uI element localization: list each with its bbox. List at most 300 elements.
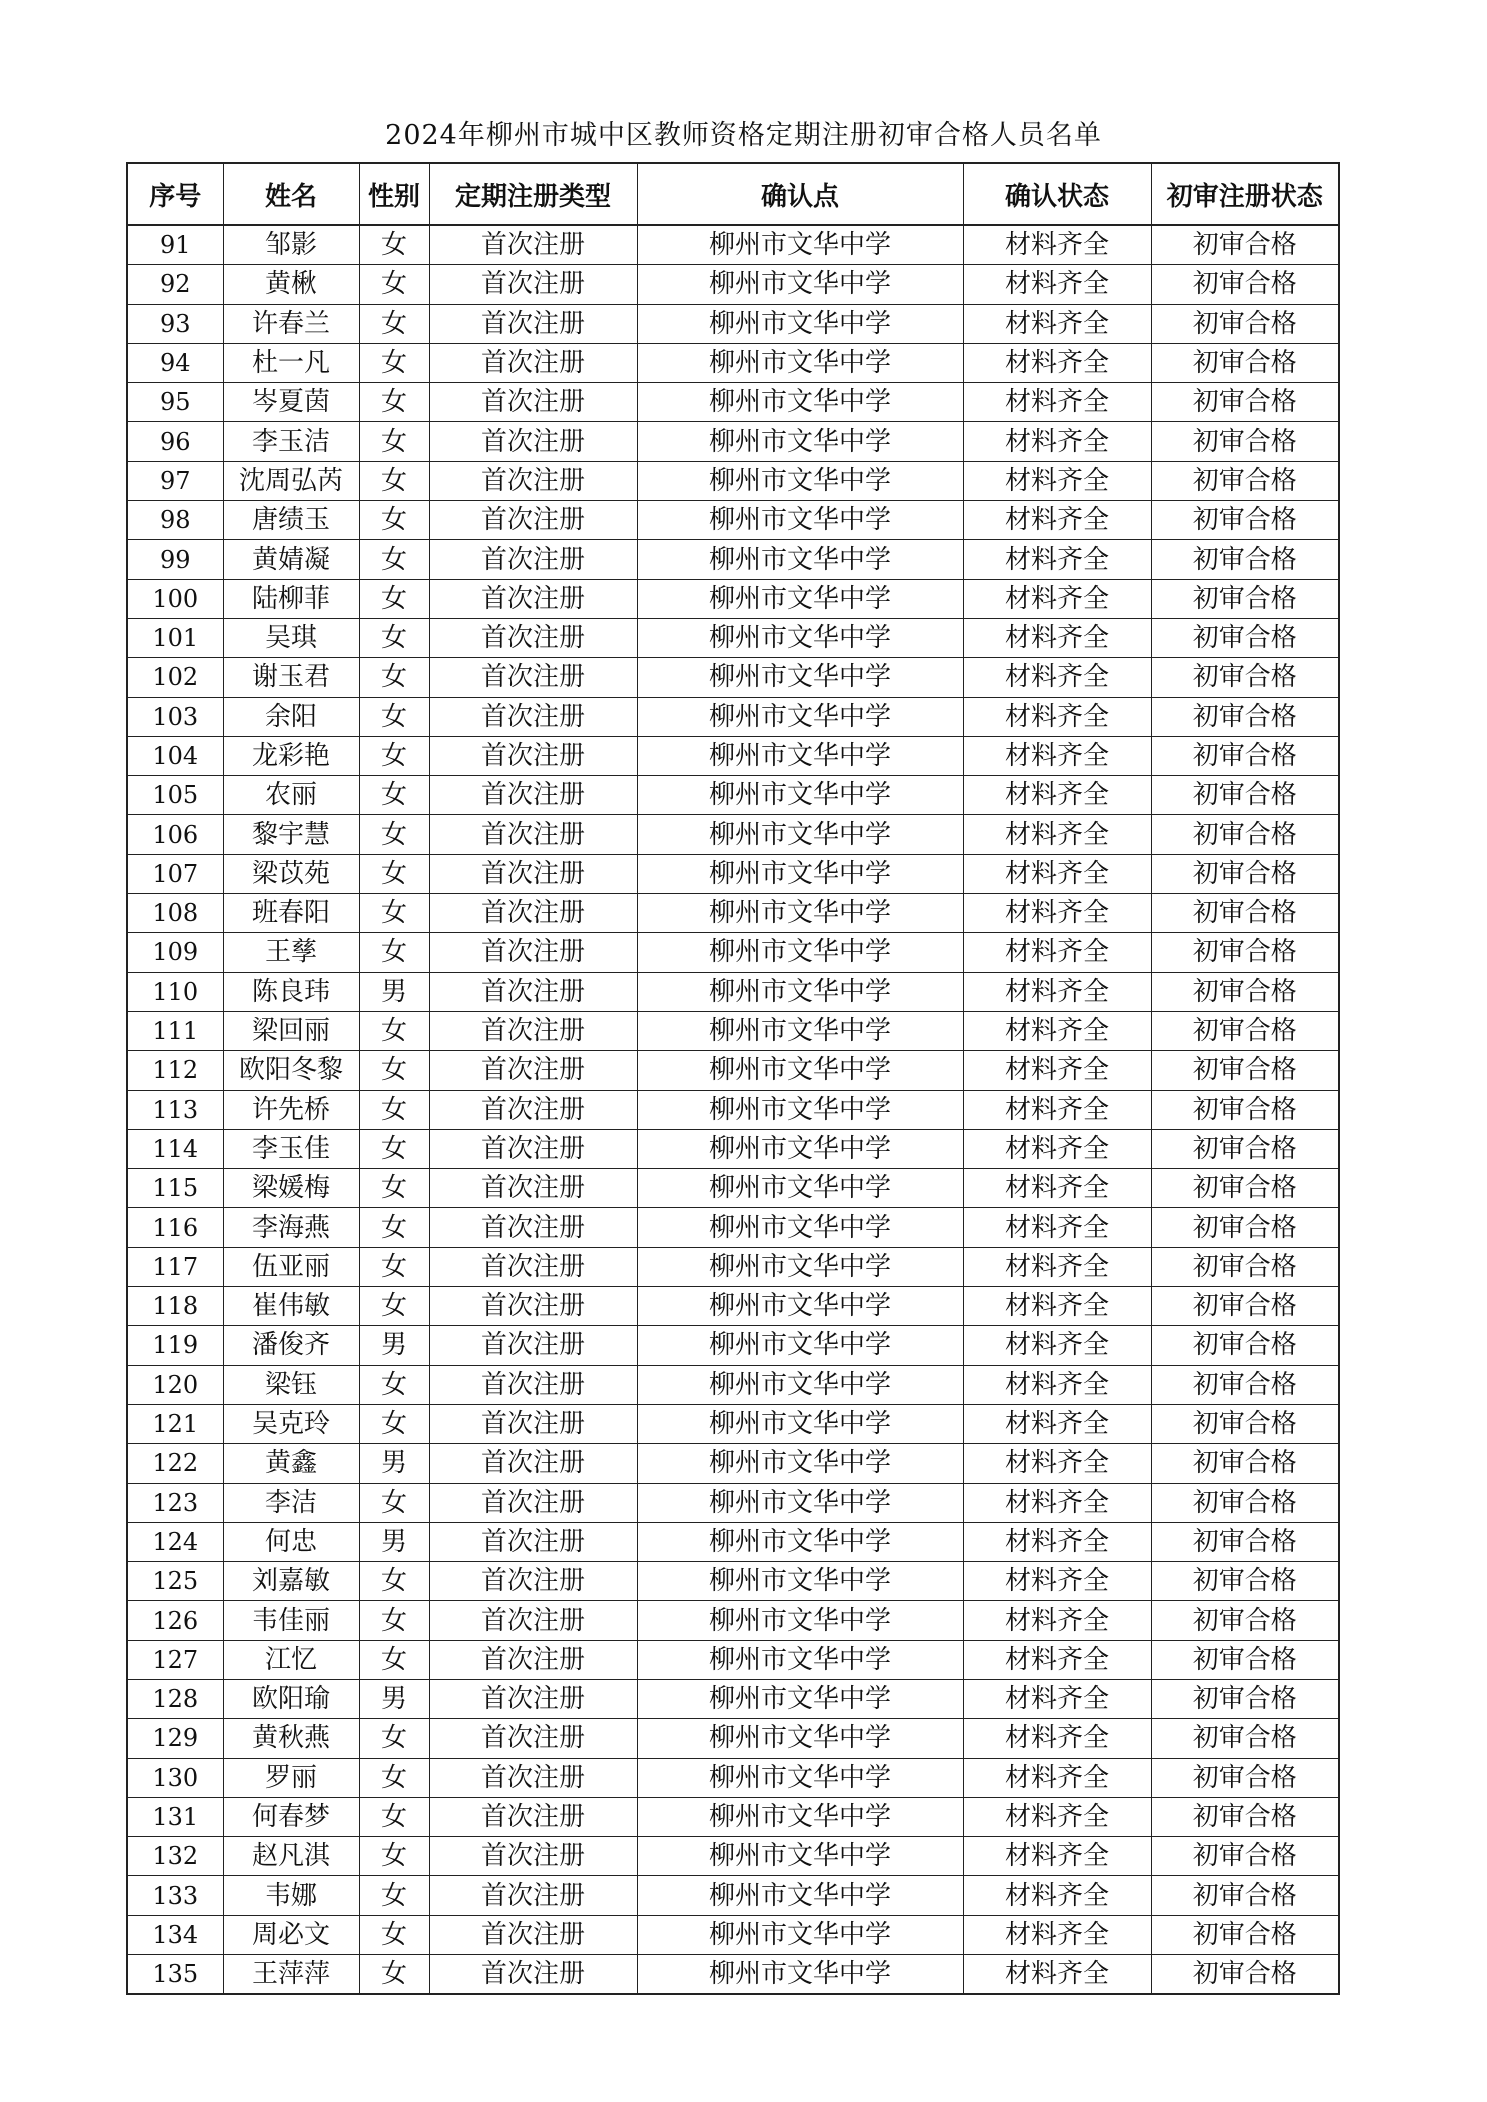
table-row: [127, 1169, 1339, 1208]
cell-index: 110: [127, 972, 223, 1011]
cell-index: 114: [127, 1129, 223, 1168]
cell-review-status: 初审合格: [1151, 854, 1339, 893]
cell-registration-type: 首次注册: [429, 1797, 637, 1836]
header-name: 姓名: [223, 163, 359, 225]
cell-registration-type: 首次注册: [429, 1090, 637, 1129]
cell-confirmation-status: 材料齐全: [963, 1287, 1151, 1326]
cell-index: 102: [127, 658, 223, 697]
cell-registration-type: 首次注册: [429, 265, 637, 304]
table-row: [127, 1011, 1339, 1050]
table-row: [127, 854, 1339, 893]
cell-confirmation-status: 材料齐全: [963, 1011, 1151, 1050]
cell-confirmation-status: 材料齐全: [963, 1758, 1151, 1797]
cell-confirmation-status: 材料齐全: [963, 1915, 1151, 1954]
table-row: [127, 1679, 1339, 1718]
table-row: [127, 1522, 1339, 1561]
registration-table: [126, 162, 1340, 1995]
cell-gender: 女: [359, 265, 429, 304]
cell-confirmation-site: 柳州市文华中学: [637, 225, 963, 265]
cell-name: 王孳: [223, 933, 359, 972]
cell-gender: 女: [359, 1915, 429, 1954]
cell-index: 124: [127, 1522, 223, 1561]
cell-gender: 女: [359, 776, 429, 815]
cell-gender: 女: [359, 422, 429, 461]
cell-registration-type: 首次注册: [429, 1404, 637, 1443]
cell-name: 韦娜: [223, 1876, 359, 1915]
table-row: [127, 343, 1339, 382]
cell-registration-type: 首次注册: [429, 776, 637, 815]
cell-registration-type: 首次注册: [429, 618, 637, 657]
cell-index: 115: [127, 1169, 223, 1208]
cell-confirmation-site: 柳州市文华中学: [637, 972, 963, 1011]
header-confirmation-status: 确认状态: [963, 163, 1151, 225]
cell-registration-type: 首次注册: [429, 422, 637, 461]
cell-name: 陈良玮: [223, 972, 359, 1011]
table-row: [127, 383, 1339, 422]
cell-index: 106: [127, 815, 223, 854]
cell-confirmation-site: 柳州市文华中学: [637, 1719, 963, 1758]
cell-confirmation-site: 柳州市文华中学: [637, 1915, 963, 1954]
cell-review-status: 初审合格: [1151, 1051, 1339, 1090]
cell-name: 岑夏茵: [223, 383, 359, 422]
cell-registration-type: 首次注册: [429, 1326, 637, 1365]
cell-confirmation-site: 柳州市文华中学: [637, 1640, 963, 1679]
cell-confirmation-site: 柳州市文华中学: [637, 894, 963, 933]
cell-registration-type: 首次注册: [429, 933, 637, 972]
cell-confirmation-status: 材料齐全: [963, 501, 1151, 540]
cell-registration-type: 首次注册: [429, 1876, 637, 1915]
cell-review-status: 初审合格: [1151, 1522, 1339, 1561]
header-registration-type: 定期注册类型: [429, 163, 637, 225]
cell-index: 120: [127, 1365, 223, 1404]
cell-index: 131: [127, 1797, 223, 1836]
cell-review-status: 初审合格: [1151, 736, 1339, 775]
cell-confirmation-status: 材料齐全: [963, 1404, 1151, 1443]
cell-confirmation-status: 材料齐全: [963, 1640, 1151, 1679]
cell-registration-type: 首次注册: [429, 854, 637, 893]
cell-index: 105: [127, 776, 223, 815]
table-row: [127, 1837, 1339, 1876]
cell-confirmation-site: 柳州市文华中学: [637, 1758, 963, 1797]
cell-registration-type: 首次注册: [429, 1522, 637, 1561]
cell-gender: 女: [359, 1090, 429, 1129]
cell-confirmation-status: 材料齐全: [963, 1562, 1151, 1601]
cell-confirmation-status: 材料齐全: [963, 1090, 1151, 1129]
cell-gender: 女: [359, 1404, 429, 1443]
cell-index: 125: [127, 1562, 223, 1601]
cell-registration-type: 首次注册: [429, 815, 637, 854]
cell-review-status: 初审合格: [1151, 343, 1339, 382]
cell-gender: 女: [359, 618, 429, 657]
cell-gender: 男: [359, 1326, 429, 1365]
table-row: [127, 972, 1339, 1011]
cell-registration-type: 首次注册: [429, 1365, 637, 1404]
cell-gender: 男: [359, 1679, 429, 1718]
cell-registration-type: 首次注册: [429, 1287, 637, 1326]
table-row: [127, 579, 1339, 618]
cell-review-status: 初审合格: [1151, 1169, 1339, 1208]
cell-gender: 女: [359, 1876, 429, 1915]
cell-name: 邹影: [223, 225, 359, 265]
cell-index: 129: [127, 1719, 223, 1758]
cell-review-status: 初审合格: [1151, 1090, 1339, 1129]
cell-registration-type: 首次注册: [429, 1562, 637, 1601]
cell-confirmation-site: 柳州市文华中学: [637, 1483, 963, 1522]
cell-index: 121: [127, 1404, 223, 1443]
header-gender: 性别: [359, 163, 429, 225]
table-row: [127, 225, 1339, 265]
cell-confirmation-status: 材料齐全: [963, 1955, 1151, 1995]
cell-name: 杜一凡: [223, 343, 359, 382]
cell-index: 122: [127, 1444, 223, 1483]
cell-index: 133: [127, 1876, 223, 1915]
cell-gender: 女: [359, 658, 429, 697]
cell-confirmation-site: 柳州市文华中学: [637, 422, 963, 461]
table-row: [127, 1955, 1339, 1995]
cell-registration-type: 首次注册: [429, 972, 637, 1011]
cell-review-status: 初审合格: [1151, 422, 1339, 461]
cell-registration-type: 首次注册: [429, 658, 637, 697]
cell-review-status: 初审合格: [1151, 1876, 1339, 1915]
cell-index: 123: [127, 1483, 223, 1522]
cell-name: 潘俊齐: [223, 1326, 359, 1365]
cell-confirmation-status: 材料齐全: [963, 461, 1151, 500]
cell-review-status: 初审合格: [1151, 1247, 1339, 1286]
table-row: [127, 736, 1339, 775]
cell-name: 赵凡淇: [223, 1837, 359, 1876]
cell-index: 116: [127, 1208, 223, 1247]
cell-gender: 男: [359, 1522, 429, 1561]
cell-confirmation-status: 材料齐全: [963, 1601, 1151, 1640]
cell-name: 崔伟敏: [223, 1287, 359, 1326]
cell-index: 97: [127, 461, 223, 500]
cell-gender: 女: [359, 854, 429, 893]
cell-confirmation-status: 材料齐全: [963, 1483, 1151, 1522]
cell-name: 农丽: [223, 776, 359, 815]
cell-gender: 女: [359, 579, 429, 618]
cell-name: 罗丽: [223, 1758, 359, 1797]
table-row: [127, 1129, 1339, 1168]
table-row: [127, 894, 1339, 933]
cell-confirmation-site: 柳州市文华中学: [637, 1444, 963, 1483]
cell-name: 谢玉君: [223, 658, 359, 697]
cell-index: 111: [127, 1011, 223, 1050]
cell-name: 梁钰: [223, 1365, 359, 1404]
table-row: [127, 265, 1339, 304]
table-row: [127, 1404, 1339, 1443]
cell-confirmation-site: 柳州市文华中学: [637, 1404, 963, 1443]
cell-confirmation-site: 柳州市文华中学: [637, 1169, 963, 1208]
table-row: [127, 1719, 1339, 1758]
cell-review-status: 初审合格: [1151, 1955, 1339, 1995]
table-row: [127, 658, 1339, 697]
cell-confirmation-site: 柳州市文华中学: [637, 1601, 963, 1640]
cell-review-status: 初审合格: [1151, 1562, 1339, 1601]
cell-review-status: 初审合格: [1151, 618, 1339, 657]
cell-index: 95: [127, 383, 223, 422]
cell-confirmation-site: 柳州市文华中学: [637, 501, 963, 540]
cell-confirmation-status: 材料齐全: [963, 618, 1151, 657]
cell-registration-type: 首次注册: [429, 501, 637, 540]
cell-confirmation-status: 材料齐全: [963, 815, 1151, 854]
cell-review-status: 初审合格: [1151, 1797, 1339, 1836]
cell-confirmation-site: 柳州市文华中学: [637, 1011, 963, 1050]
cell-name: 沈周弘芮: [223, 461, 359, 500]
cell-confirmation-status: 材料齐全: [963, 972, 1151, 1011]
cell-name: 周必文: [223, 1915, 359, 1954]
cell-review-status: 初审合格: [1151, 1129, 1339, 1168]
cell-registration-type: 首次注册: [429, 343, 637, 382]
cell-index: 112: [127, 1051, 223, 1090]
cell-confirmation-status: 材料齐全: [963, 1169, 1151, 1208]
cell-name: 陆柳菲: [223, 579, 359, 618]
cell-confirmation-site: 柳州市文华中学: [637, 776, 963, 815]
cell-gender: 女: [359, 1601, 429, 1640]
cell-confirmation-status: 材料齐全: [963, 1208, 1151, 1247]
cell-confirmation-site: 柳州市文华中学: [637, 1365, 963, 1404]
cell-review-status: 初审合格: [1151, 1837, 1339, 1876]
cell-index: 104: [127, 736, 223, 775]
cell-review-status: 初审合格: [1151, 1444, 1339, 1483]
cell-gender: 女: [359, 697, 429, 736]
cell-name: 李玉佳: [223, 1129, 359, 1168]
cell-name: 吴克玲: [223, 1404, 359, 1443]
cell-index: 107: [127, 854, 223, 893]
cell-gender: 女: [359, 343, 429, 382]
cell-index: 134: [127, 1915, 223, 1954]
cell-confirmation-status: 材料齐全: [963, 383, 1151, 422]
cell-index: 130: [127, 1758, 223, 1797]
cell-review-status: 初审合格: [1151, 894, 1339, 933]
cell-gender: 女: [359, 1562, 429, 1601]
table-row: [127, 1365, 1339, 1404]
table-row: [127, 1051, 1339, 1090]
cell-index: 113: [127, 1090, 223, 1129]
cell-review-status: 初审合格: [1151, 461, 1339, 500]
cell-review-status: 初审合格: [1151, 1483, 1339, 1522]
cell-name: 黄楸: [223, 265, 359, 304]
cell-registration-type: 首次注册: [429, 1679, 637, 1718]
cell-confirmation-site: 柳州市文华中学: [637, 1679, 963, 1718]
cell-confirmation-site: 柳州市文华中学: [637, 1837, 963, 1876]
cell-confirmation-status: 材料齐全: [963, 422, 1151, 461]
cell-confirmation-status: 材料齐全: [963, 265, 1151, 304]
table-row: [127, 1758, 1339, 1797]
cell-name: 吴琪: [223, 618, 359, 657]
cell-review-status: 初审合格: [1151, 658, 1339, 697]
cell-confirmation-site: 柳州市文华中学: [637, 697, 963, 736]
cell-gender: 女: [359, 1797, 429, 1836]
cell-name: 梁媛梅: [223, 1169, 359, 1208]
cell-gender: 女: [359, 1640, 429, 1679]
cell-name: 欧阳冬黎: [223, 1051, 359, 1090]
cell-confirmation-site: 柳州市文华中学: [637, 343, 963, 382]
cell-registration-type: 首次注册: [429, 1444, 637, 1483]
header-confirmation-site: 确认点: [637, 163, 963, 225]
cell-gender: 女: [359, 383, 429, 422]
cell-confirmation-status: 材料齐全: [963, 579, 1151, 618]
table-row: [127, 933, 1339, 972]
table-row: [127, 1640, 1339, 1679]
cell-confirmation-site: 柳州市文华中学: [637, 815, 963, 854]
cell-registration-type: 首次注册: [429, 1955, 637, 1995]
table-row: [127, 776, 1339, 815]
cell-confirmation-status: 材料齐全: [963, 1837, 1151, 1876]
cell-name: 龙彩艳: [223, 736, 359, 775]
cell-name: 王萍萍: [223, 1955, 359, 1995]
header-index: 序号: [127, 163, 223, 225]
cell-gender: 女: [359, 461, 429, 500]
cell-gender: 女: [359, 1837, 429, 1876]
cell-confirmation-status: 材料齐全: [963, 736, 1151, 775]
cell-gender: 女: [359, 1169, 429, 1208]
cell-review-status: 初审合格: [1151, 1640, 1339, 1679]
table-row: [127, 618, 1339, 657]
cell-gender: 女: [359, 1758, 429, 1797]
cell-index: 92: [127, 265, 223, 304]
table-row: [127, 1601, 1339, 1640]
cell-name: 李洁: [223, 1483, 359, 1522]
table-body: [127, 225, 1339, 1994]
cell-name: 梁回丽: [223, 1011, 359, 1050]
cell-confirmation-status: 材料齐全: [963, 1129, 1151, 1168]
cell-confirmation-status: 材料齐全: [963, 1679, 1151, 1718]
cell-confirmation-status: 材料齐全: [963, 776, 1151, 815]
cell-name: 韦佳丽: [223, 1601, 359, 1640]
cell-name: 余阳: [223, 697, 359, 736]
cell-review-status: 初审合格: [1151, 265, 1339, 304]
cell-index: 99: [127, 540, 223, 579]
cell-index: 135: [127, 1955, 223, 1995]
cell-gender: 男: [359, 972, 429, 1011]
table-row: [127, 501, 1339, 540]
table-row: [127, 540, 1339, 579]
cell-index: 108: [127, 894, 223, 933]
cell-review-status: 初审合格: [1151, 933, 1339, 972]
cell-confirmation-site: 柳州市文华中学: [637, 1797, 963, 1836]
cell-registration-type: 首次注册: [429, 1601, 637, 1640]
cell-review-status: 初审合格: [1151, 1601, 1339, 1640]
cell-confirmation-site: 柳州市文华中学: [637, 1129, 963, 1168]
cell-registration-type: 首次注册: [429, 894, 637, 933]
cell-registration-type: 首次注册: [429, 1051, 637, 1090]
cell-registration-type: 首次注册: [429, 1129, 637, 1168]
cell-gender: 女: [359, 1051, 429, 1090]
cell-registration-type: 首次注册: [429, 1247, 637, 1286]
cell-confirmation-site: 柳州市文华中学: [637, 461, 963, 500]
cell-index: 119: [127, 1326, 223, 1365]
cell-name: 李玉洁: [223, 422, 359, 461]
cell-gender: 女: [359, 1287, 429, 1326]
table-row: [127, 1247, 1339, 1286]
cell-name: 何春梦: [223, 1797, 359, 1836]
table-row: [127, 1090, 1339, 1129]
cell-confirmation-site: 柳州市文华中学: [637, 1876, 963, 1915]
cell-name: 黄鑫: [223, 1444, 359, 1483]
cell-index: 118: [127, 1287, 223, 1326]
cell-confirmation-site: 柳州市文华中学: [637, 1247, 963, 1286]
cell-confirmation-status: 材料齐全: [963, 697, 1151, 736]
cell-index: 94: [127, 343, 223, 382]
cell-name: 黄秋燕: [223, 1719, 359, 1758]
cell-registration-type: 首次注册: [429, 1837, 637, 1876]
cell-review-status: 初审合格: [1151, 1915, 1339, 1954]
cell-confirmation-status: 材料齐全: [963, 343, 1151, 382]
cell-gender: 女: [359, 894, 429, 933]
cell-name: 江忆: [223, 1640, 359, 1679]
table-row: [127, 1797, 1339, 1836]
cell-confirmation-site: 柳州市文华中学: [637, 1287, 963, 1326]
cell-name: 黄婧凝: [223, 540, 359, 579]
cell-gender: 女: [359, 1719, 429, 1758]
cell-confirmation-site: 柳州市文华中学: [637, 658, 963, 697]
cell-gender: 女: [359, 304, 429, 343]
document-title: 2024年柳州市城中区教师资格定期注册初审合格人员名单: [385, 120, 1102, 151]
cell-registration-type: 首次注册: [429, 304, 637, 343]
cell-gender: 女: [359, 1365, 429, 1404]
cell-registration-type: 首次注册: [429, 383, 637, 422]
cell-confirmation-status: 材料齐全: [963, 1876, 1151, 1915]
cell-registration-type: 首次注册: [429, 1011, 637, 1050]
cell-confirmation-site: 柳州市文华中学: [637, 854, 963, 893]
cell-registration-type: 首次注册: [429, 579, 637, 618]
header-review-status: 初审注册状态: [1151, 163, 1339, 225]
cell-gender: 女: [359, 501, 429, 540]
table-row: [127, 1915, 1339, 1954]
cell-review-status: 初审合格: [1151, 776, 1339, 815]
cell-confirmation-status: 材料齐全: [963, 1365, 1151, 1404]
cell-confirmation-site: 柳州市文华中学: [637, 1326, 963, 1365]
cell-name: 伍亚丽: [223, 1247, 359, 1286]
cell-confirmation-site: 柳州市文华中学: [637, 618, 963, 657]
cell-index: 103: [127, 697, 223, 736]
cell-confirmation-site: 柳州市文华中学: [637, 383, 963, 422]
cell-confirmation-site: 柳州市文华中学: [637, 579, 963, 618]
cell-gender: 女: [359, 1129, 429, 1168]
cell-confirmation-status: 材料齐全: [963, 1051, 1151, 1090]
cell-review-status: 初审合格: [1151, 1679, 1339, 1718]
cell-registration-type: 首次注册: [429, 1169, 637, 1208]
cell-review-status: 初审合格: [1151, 1011, 1339, 1050]
cell-review-status: 初审合格: [1151, 1719, 1339, 1758]
table-row: [127, 422, 1339, 461]
cell-review-status: 初审合格: [1151, 1287, 1339, 1326]
cell-index: 96: [127, 422, 223, 461]
cell-index: 132: [127, 1837, 223, 1876]
table-row: [127, 304, 1339, 343]
cell-review-status: 初审合格: [1151, 972, 1339, 1011]
cell-review-status: 初审合格: [1151, 1758, 1339, 1797]
cell-review-status: 初审合格: [1151, 815, 1339, 854]
cell-index: 98: [127, 501, 223, 540]
cell-registration-type: 首次注册: [429, 1758, 637, 1797]
cell-name: 黎宇慧: [223, 815, 359, 854]
cell-review-status: 初审合格: [1151, 1365, 1339, 1404]
cell-registration-type: 首次注册: [429, 1483, 637, 1522]
cell-review-status: 初审合格: [1151, 1208, 1339, 1247]
cell-index: 109: [127, 933, 223, 972]
cell-index: 93: [127, 304, 223, 343]
table-row: [127, 1444, 1339, 1483]
cell-name: 唐绩玉: [223, 501, 359, 540]
cell-gender: 女: [359, 736, 429, 775]
cell-registration-type: 首次注册: [429, 540, 637, 579]
cell-confirmation-status: 材料齐全: [963, 1247, 1151, 1286]
table-row: [127, 1562, 1339, 1601]
cell-gender: 女: [359, 933, 429, 972]
cell-gender: 女: [359, 225, 429, 265]
cell-confirmation-site: 柳州市文华中学: [637, 1522, 963, 1561]
